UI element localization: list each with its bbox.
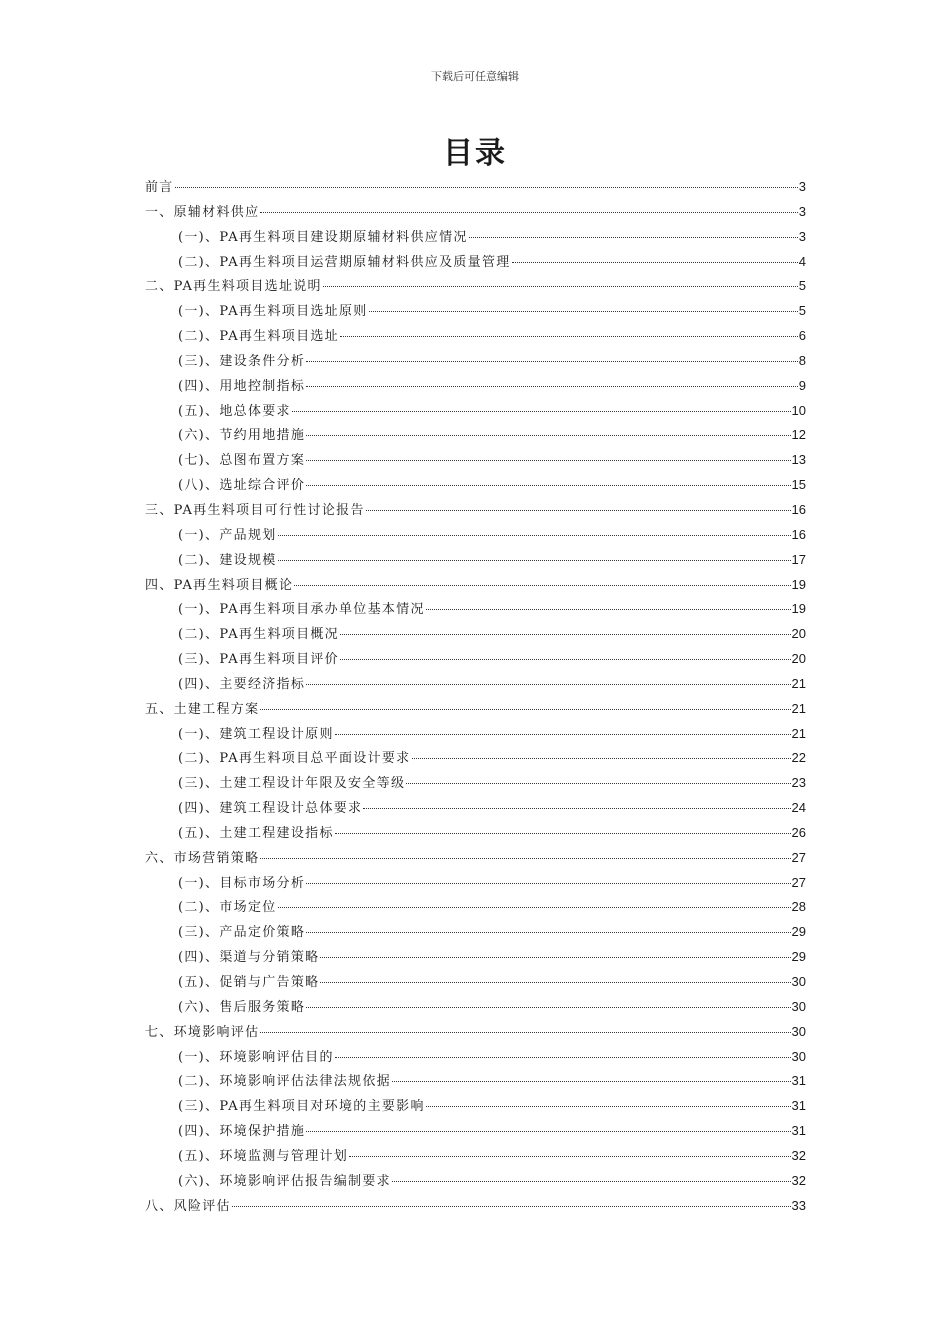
toc-entry-label: 三、PA再生料项目可行性讨论报告 [145,502,365,518]
toc-entry-label: (二)、PA再生料项目概况 [178,627,339,643]
toc-entry[interactable] [145,251,806,276]
toc-entry-page: 15 [791,477,806,493]
toc-entry-label: 六、市场营销策略 [145,850,260,866]
toc-entry[interactable] [145,474,806,499]
toc-entry[interactable] [145,1145,806,1170]
toc-entry[interactable] [145,623,806,648]
toc-entry[interactable] [145,201,806,226]
toc-leader-dots [260,212,797,213]
toc-entry-page: 26 [791,824,806,840]
toc-entry-page: 19 [791,601,806,617]
toc-entry[interactable] [145,673,806,698]
toc-entry-page: 5 [798,278,806,294]
toc-entry-label: (四)、用地控制指标 [178,378,306,394]
toc-entry-label: (二)、PA再生料项目总平面设计要求 [178,751,411,767]
toc-entry-page: 16 [791,501,806,517]
toc-entry[interactable] [145,300,806,325]
toc-entry[interactable] [145,698,806,723]
toc-entry-page: 29 [791,949,806,965]
toc-entry[interactable] [145,797,806,822]
toc-leader-dots [278,907,791,908]
toc-entry[interactable] [145,449,806,474]
toc-entry-page: 3 [798,228,806,244]
toc-leader-dots [412,758,791,759]
toc-entry[interactable] [145,896,806,921]
toc-leader-dots [349,1156,790,1157]
toc-entry[interactable] [145,772,806,797]
toc-entry[interactable] [145,747,806,772]
toc-entry-page: 5 [798,303,806,319]
toc-entry-label: (一)、PA再生料项目建设期原辅材料供应情况 [178,229,468,245]
toc-entry-label: (五)、土建工程建设指标 [178,825,334,841]
toc-entry[interactable] [145,996,806,1021]
toc-entry-label: (七)、总图布置方案 [178,453,306,469]
toc-leader-dots [306,485,790,486]
toc-leader-dots [363,808,790,809]
toc-entry-label: (二)、建设规模 [178,552,277,568]
toc-entry-page: 13 [791,452,806,468]
toc-entry-label: 五、土建工程方案 [145,701,260,717]
toc-entry[interactable] [145,648,806,673]
toc-entry[interactable] [145,524,806,549]
toc-entry-page: 32 [791,1147,806,1163]
toc-entry-label: 一、原辅材料供应 [145,204,260,220]
toc-leader-dots [406,783,790,784]
toc-entry-page: 21 [791,675,806,691]
toc-entry-page: 20 [791,651,806,667]
toc-entry[interactable] [145,275,806,300]
toc-entry-page: 21 [791,725,806,741]
toc-leader-dots [392,1181,791,1182]
toc-entry-page: 23 [791,775,806,791]
toc-entry[interactable] [145,375,806,400]
toc-entry-label: (一)、建筑工程设计原则 [178,726,334,742]
toc-entry-page: 6 [798,328,806,344]
toc-entry-page: 16 [791,526,806,542]
toc-leader-dots [306,932,790,933]
toc-leader-dots [369,311,798,312]
toc-entry-page: 9 [798,377,806,393]
toc-entry-page: 8 [798,352,806,368]
toc-entry-label: (二)、PA再生料项目运营期原辅材料供应及质量管理 [178,254,511,270]
toc-entry-page: 17 [791,551,806,567]
toc-entry[interactable] [145,400,806,425]
toc-entry[interactable] [145,499,806,524]
toc-leader-dots [232,1206,791,1207]
toc-entry-label: 七、环境影响评估 [145,1024,260,1040]
toc-entry-label: (二)、环境影响评估法律法规依据 [178,1074,391,1090]
toc-entry-page: 3 [798,179,806,194]
toc-leader-dots [292,411,791,412]
toc-entry[interactable] [145,176,806,201]
toc-entry[interactable] [145,847,806,872]
toc-entry-label: (八)、选址综合评价 [178,478,306,494]
toc-leader-dots [335,833,791,834]
toc-entry-page: 32 [791,1172,806,1188]
toc-leader-dots [340,659,791,660]
toc-leader-dots [320,982,790,983]
toc-entry-page: 28 [791,899,806,915]
toc-entry-label: (四)、主要经济指标 [178,676,306,692]
toc-entry-label: (三)、PA再生料项目对环境的主要影响 [178,1099,425,1115]
toc-entry-label: (三)、土建工程设计年限及安全等级 [178,776,406,792]
toc-entry-page: 29 [791,924,806,940]
toc-entry-label: (四)、渠道与分销策略 [178,950,320,966]
toc-entry-label: 八、风险评估 [145,1198,231,1214]
toc-entry[interactable] [145,1046,806,1071]
toc-entry-page: 30 [791,1048,806,1064]
toc-entry-page: 31 [791,1073,806,1089]
toc-entry-label: (五)、环境监测与管理计划 [178,1148,349,1164]
toc-leader-dots [294,585,790,586]
toc-entry-label: (六)、环境影响评估报告编制要求 [178,1173,391,1189]
toc-entry[interactable] [145,1170,806,1195]
toc-leader-dots [278,560,791,561]
toc-entry-label: 前言 [145,180,174,195]
toc-leader-dots [335,1057,791,1058]
toc-entry-page: 22 [791,750,806,766]
toc-leader-dots [306,1131,790,1132]
toc-entry-page: 24 [791,800,806,816]
toc-leader-dots [306,460,790,461]
toc-entry-label: (三)、产品定价策略 [178,925,306,941]
toc-entry[interactable] [145,1095,806,1120]
toc-leader-dots [260,858,790,859]
toc-entry-page: 21 [791,700,806,716]
toc-leader-dots [426,609,791,610]
toc-entry[interactable] [145,325,806,350]
toc-leader-dots [306,1007,790,1008]
toc-entry[interactable] [145,1070,806,1095]
toc-entry-page: 20 [791,626,806,642]
toc-entry[interactable] [145,574,806,599]
toc-entry-page: 10 [791,402,806,418]
toc-leader-dots [306,386,798,387]
toc-entry[interactable] [145,971,806,996]
toc-entry[interactable] [145,921,806,946]
toc-leader-dots [306,684,790,685]
toc-entry[interactable] [145,872,806,897]
toc-entry[interactable] [145,1195,806,1220]
toc-entry-page: 12 [791,427,806,443]
toc-entry-label: (三)、PA再生料项目评价 [178,652,339,668]
toc-entry-page: 30 [791,1023,806,1039]
toc-leader-dots [260,1032,790,1033]
toc-entry-label: (二)、市场定位 [178,900,277,916]
toc-leader-dots [320,957,790,958]
toc-entry-label: (一)、环境影响评估目的 [178,1049,334,1065]
toc-entry-label: (三)、建设条件分析 [178,353,306,369]
toc-entry[interactable] [145,598,806,623]
toc-title: 目录 [443,136,507,171]
toc-entry-label: (一)、PA再生料项目选址原则 [178,304,368,320]
toc-leader-dots [512,262,798,263]
toc-leader-dots [323,286,798,287]
toc-entry-label: (五)、促销与广告策略 [178,975,320,990]
toc-entry-page: 27 [791,849,806,865]
toc-leader-dots [306,435,790,436]
toc-entry-label: 四、PA再生料项目概论 [145,577,294,593]
toc-entry[interactable] [145,350,806,375]
toc-leader-dots [260,709,790,710]
toc-entry[interactable] [145,1021,806,1046]
toc-entry-label: (二)、PA再生料项目选址 [178,329,339,345]
toc-leader-dots [340,336,798,337]
toc-entry[interactable] [145,1120,806,1145]
toc-entry[interactable] [145,723,806,748]
toc-entry-label: 二、PA再生料项目选址说明 [145,279,322,295]
toc-entry-label: (一)、目标市场分析 [178,875,306,891]
toc-leader-dots [340,634,791,635]
toc-entry-page: 27 [791,874,806,890]
toc-leader-dots [306,883,790,884]
toc-entry-page: 4 [798,253,806,269]
toc-entry[interactable] [145,946,806,971]
toc-leader-dots [366,510,791,511]
toc-entry[interactable] [145,424,806,449]
toc-leader-dots [392,1081,791,1082]
toc-entry[interactable] [145,549,806,574]
toc-entry-label: (五)、地总体要求 [178,403,291,419]
table-of-contents [145,176,806,1219]
toc-entry-label: (六)、售后服务策略 [178,999,306,1015]
toc-entry-label: (一)、PA再生料项目承办单位基本情况 [178,602,425,618]
toc-leader-dots [335,734,791,735]
toc-entry-page: 3 [798,203,806,219]
toc-entry[interactable] [145,822,806,847]
toc-leader-dots [278,535,791,536]
toc-entry-page: 30 [791,974,806,989]
toc-entry-label: (一)、产品规划 [178,527,277,543]
toc-leader-dots [175,187,798,188]
toc-leader-dots [426,1106,791,1107]
toc-entry-page: 31 [791,1123,806,1139]
toc-entry-label: (四)、建筑工程设计总体要求 [178,801,363,817]
toc-entry-page: 33 [791,1197,806,1213]
toc-entry-page: 31 [791,1098,806,1114]
toc-entry-label: (四)、环境保护措施 [178,1124,306,1140]
toc-leader-dots [306,361,798,362]
toc-entry[interactable] [145,226,806,251]
toc-entry-page: 30 [791,998,806,1014]
toc-entry-label: (六)、节约用地措施 [178,428,306,444]
toc-entry-page: 19 [791,576,806,592]
page-header: 下载后可任意编辑 [431,70,519,83]
toc-leader-dots [469,237,798,238]
